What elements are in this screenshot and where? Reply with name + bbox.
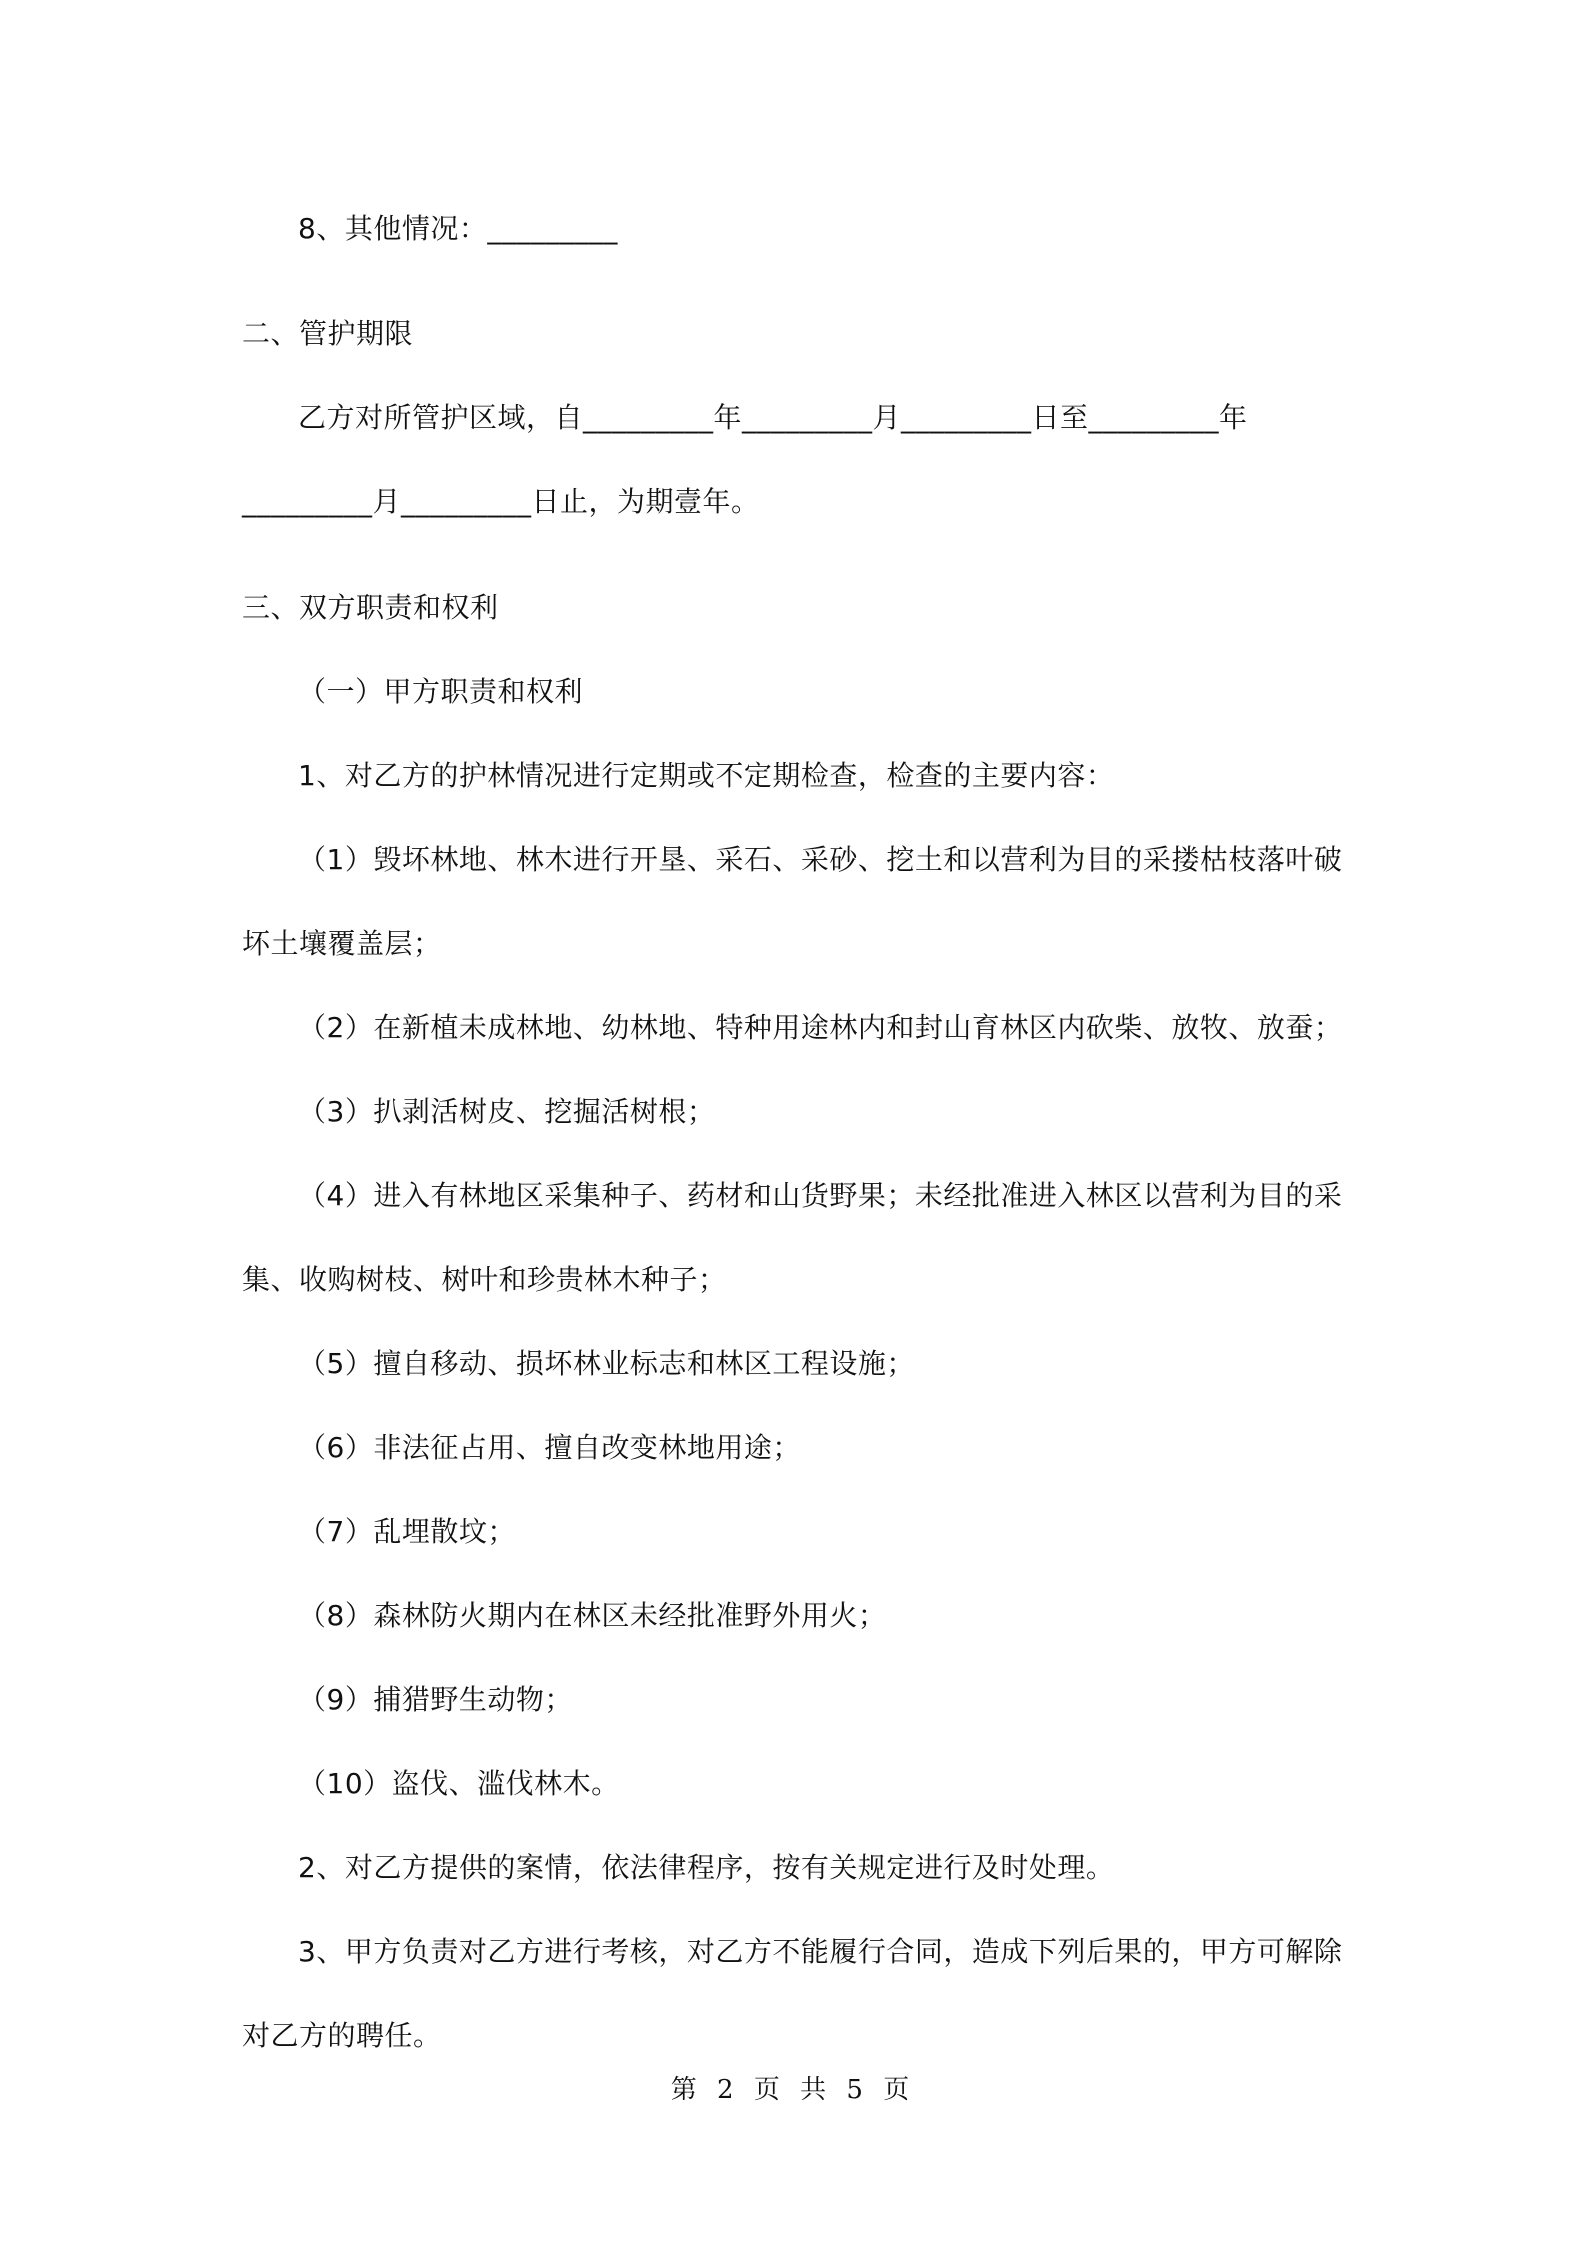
check-item-7: （7）乱埋散坟；: [298, 1515, 516, 1548]
check-item-4-line-2: 集、收购树枝、树叶和珍贵林木种子；: [242, 1263, 727, 1296]
check-item-8: （8）森林防火期内在林区未经批准野外用火；: [298, 1599, 887, 1632]
subsection-a-heading: （一）甲方职责和权利: [298, 675, 584, 708]
term-period-line-1: 乙方对所管护区域，自_________年_________月_________日至_________年: [298, 401, 1248, 434]
check-item-10: （10）盗伐、滥伐林木。: [298, 1767, 620, 1800]
duty-3-line-1: 3、甲方负责对乙方进行考核，对乙方不能履行合同，造成下列后果的，甲方可解除: [298, 1935, 1343, 1968]
check-item-1-line-2: 坏土壤覆盖层；: [242, 927, 442, 960]
check-item-9: （9）捕猎野生动物；: [298, 1683, 573, 1716]
check-item-4-line-1: （4）进入有林地区采集种子、药材和山货野果；未经批准进入林区以营利为目的采: [298, 1179, 1343, 1212]
page-number-footer: 第 2 页 共 5 页: [670, 2075, 916, 2105]
duty-2: 2、对乙方提供的案情，依法律程序，按有关规定进行及时处理。: [298, 1851, 1115, 1884]
duty-3-line-2: 对乙方的聘任。: [242, 2019, 442, 2052]
duty-1: 1、对乙方的护林情况进行定期或不定期检查，检查的主要内容：: [298, 759, 1115, 792]
item-8-other: 8、其他情况：_________: [298, 212, 618, 245]
term-period-line-2: _________月_________日止，为期壹年。: [242, 485, 760, 518]
check-item-5: （5）擅自移动、损坏林业标志和林区工程设施；: [298, 1347, 915, 1380]
check-item-3: （3）扒剥活树皮、挖掘活树根；: [298, 1095, 716, 1128]
check-item-1-line-1: （1）毁坏林地、林木进行开垦、采石、采砂、挖土和以营利为目的采搂枯枝落叶破: [298, 843, 1343, 876]
check-item-6: （6）非法征占用、擅自改变林地用途；: [298, 1431, 801, 1464]
check-item-2: （2）在新植未成林地、幼林地、特种用途林内和封山育林区内砍柴、放牧、放蚕；: [298, 1011, 1343, 1044]
section-3-heading: 三、双方职责和权利: [242, 591, 499, 624]
section-2-heading: 二、管护期限: [242, 317, 414, 350]
